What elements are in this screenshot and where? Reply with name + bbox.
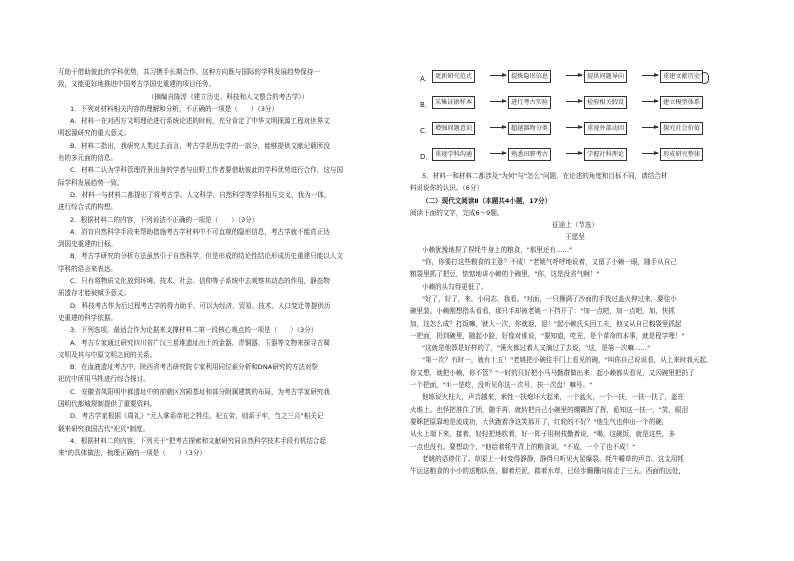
flow-box: 重视外部动因 [584,122,627,135]
flow-box: 熟悉田野考古 [508,148,551,161]
flow-box: 提炼隐形信息 [508,70,551,83]
passage-author: 王愿坚 [565,233,585,242]
flow-arrow [566,101,582,102]
question-2: 2．根据材料二的内容，下列说法不正确的一项是（ ）（3分） [70,215,259,224]
flow-box: 建立模型体系 [660,96,703,109]
text-line: 从火上端下来，接着，轻轻把地吹着，好一阵子用树枝勤着说，"喝，这碗饭，就是这些，多 [410,430,675,439]
text-line: 致，又能更好地推进中国考古学国史重建的项目任务。 [58,80,216,89]
section-heading: （二）现代文阅读Ⅱ（本题共4小题，17分） [422,196,552,205]
text-line: 史重建的科学依据。 [58,313,117,322]
option-1a: A．材料一在对西方文明理论进行系统论述的时间，充分肯定了中华文明探源工程对世界文 [70,117,330,126]
flow-box: 采集证据样本 [432,96,475,109]
flow-box: 更新研究范式 [432,70,475,83]
flow-arrow [490,127,506,128]
text-line: 质遗存才能被赋予意义。 [58,289,131,298]
text-line: 国明代都城规制提供了重要资料。 [58,400,157,409]
text-line: 互助于借助彼此的学科优势，共习携手长期合作。这种方向既与国际的学科发展趋势保持一 [58,68,320,76]
text-line: 碗里装。小赖刚想指头看看，那只手却被老姚一下挡开了："加一点吧，加一点吧，加，快抓 [410,307,675,316]
option-3b: B．在血液遗址考古中，陕西省考古研究院专家利用同位素分析和DNA研究的方法对祭 [70,363,319,372]
flow-box: 进行考古实验 [508,96,551,109]
flow-label: B． [420,101,432,109]
text-line: 载来研究我国古代"祀贝"制度。 [58,424,150,433]
text-line: 到国史重建的目标。 [58,240,117,249]
text-line: "好了，好了，来，小同志，我看。"对面，一只操满了沙面的手找过盖火伸过来，要往小 [422,294,677,303]
flow-arrow [490,153,506,154]
option-2b: B．考古学研究的分析方法虽然引于自然科学，但是形成的结论性结论形成历史重建只能以人文 [70,252,343,261]
flow-box: 重建文献历史 [660,70,703,83]
text-line: 要眯把原靠地是流成功，大伙跑着净这笑那开了，红轮的不好？"他生气也伸出一个的碗， [410,417,669,426]
passage-title: 征途上（节选） [552,221,598,230]
text-line: 进行综合式的构想。 [58,203,117,212]
text-line: 你又想，就把小赖，你不管？"一时的只好把小马马勤群做出来：起小赖都头看见，又闪碗里把扔了 [410,368,695,377]
flow-box: 检验相关假设 [584,96,627,109]
question-1: 1．下列对材料相关内容的理解和分析，不正确的一项是（ ）（3分） [70,104,279,113]
flow-arrow [490,101,506,102]
text-line: 祀坑中所用马牲进行综合探讨。 [58,375,150,384]
text-line: 他练说火柱大，声音越来，索性一扶炮坏大起来，一个盆火，一个一扶，一扶一扶了，盖在 [422,393,684,402]
flow-label: D． [420,153,433,161]
text-line: 有的多元面的信息。 [58,154,117,163]
option-2d: D．科技考古作为后过程考古学的得力助手，可以为经济、贸易、技术、人口变迁等提供历 [70,301,331,310]
option-1c: C．材料二认为学科管理背景出身的学者与田野工作者要借助彼此的学科优势进行合作，这与国 [70,166,343,175]
text-line: 火堆上。也怪把准住了团，随手再，就转把自己小碗里的棚糊挥了挥，诡知这一扶一，"笑，眼泪 [410,405,688,414]
text-line: 明起源研究的重大意义。 [58,129,131,138]
text-line: 一个把面，"①一是吃，没听见你这一次号，扶一次盘！嘛号。" [410,381,593,390]
question-4: 4．根据材料二的内容，下列关于"把考古探索和文献研究同自然科学技术手段有机结合起 [70,436,326,445]
flow-arrow [490,75,506,76]
flow-diagram-options [410,66,740,170]
text-line: 小赖的头勾得更低了。 [422,282,488,291]
option-3d: D．考古学家根据《周礼》"元人掌系帝祀之牲往。祀五帝，则系于牢，刍之三月"相关记 [70,412,324,421]
flow-row-b [410,92,740,118]
flow-box: 超越器物分类 [508,122,551,135]
flow-arrow [566,153,582,154]
option-1b: B．材料二指出，我研究人类过去而言，考古学是历史学的一部分，能够提供文献记载所没 [70,141,330,150]
flow-box: 增强问题意识 [432,122,475,135]
text-line: 一点也没有。要想动个，"他给着牦牛背上的粮食说，"不成，一个了也不成！" [410,442,636,451]
text-line: "你，你要打这些粮食的主意？不成！"老姚气呼呼地说着，又留了小赖一眼，随手从自己 [422,258,677,267]
text-line: 粮袋里抓了把豆，惦惦地讲小赖的个碗里，"你，这是没省气啊！" [410,270,600,279]
flow-box: 学握社科理论 [584,148,627,161]
flow-box: 形成研究整体 [660,148,703,161]
flow-box: 重视学科沟通 [432,148,475,161]
flow-label: A． [420,75,432,83]
flow-row-d [410,144,740,170]
text-line: 一把面，扔到碗里，随起小脸，好像对谁说，"要知道，吃光，是个革命的本事，就是程学哩！" [410,331,685,340]
text-line: 来"的具体做法，梳理正确的一项是（ ）（3分） [58,449,206,458]
flow-row-c [410,118,740,144]
text-line: 牛运送粮食的小小的送粮队伍，脚着烂泥，踏着水草，已经步跚跚向前走了三天。西面的远处， [410,467,685,476]
flow-arrow [566,127,582,128]
source-citation: （摘编自陈淳《建立历史、科技和人文整合的考古学》） [147,92,309,101]
flow-arrow [642,101,658,102]
question-3: 3．下列选项，最适合作为论据来支撑材料二第一段核心观点的一项是（ ）（3分） [70,326,318,335]
text-line: 小赖犹豫地捏了捏牦牛身上的粮食，"那里还有……" [422,245,573,254]
text-line: 文明及其与中原文明之间的关系。 [58,350,157,359]
flow-arrow [642,75,658,76]
right-column [410,66,740,477]
flow-row-a [410,66,740,92]
option-1d: D．材料一与材料二都提出了将考古学、人文科学、自然科学等学科相互交叉，我为一体， [70,190,331,199]
instruction: 阅读下面的文字，完成6～9题。 [410,208,504,217]
text-line: 老姚的语停住了。草原上一时变得静静，静得只听见火星爆裂、牦牛嚼草的声音。这支用牦 [422,454,684,463]
option-3a: A．考古专家通过研究四川省广汉三星堆遗址出土的金器、青铜器、玉器等文物来探寻古蜀 [70,338,330,347]
flow-box: 提供问题导向 [584,70,627,83]
flow-arrow [642,153,658,154]
flow-loop [700,72,709,84]
question-5: 5．材料一和材料二都涉及"为何"与"怎么"问题，在论述的角度和目标不同，请结合材 [422,172,668,180]
option-3c: C．安徽省凤阳明中都遗址中的前朝区宫殿基址和部分附属建筑的布局，为考古学家研究我 [70,387,330,396]
text-line: "这就是他算是好样的了，"箦火都过着人又滴过了去说，"这，是第一次嘛……" [422,344,651,353]
flow-box: 探究社会价值 [660,122,703,135]
flow-arrow [566,75,582,76]
text-line: 料说说你的认识。（6分） [410,184,483,193]
flow-arrow [642,127,658,128]
option-2c: C．只有将物质文化放到环境、技术、社会、信仰等子系统中去观察其动态的作用，静态物 [70,277,330,286]
text-line: 加，这怎么成？打饭嘛，就人一次，你就退，退！"起小赖氏头回工夫，他又从自己粮袋里抓起 [410,319,682,328]
text-line: "第一次？有时一，就有十五！"老姚把小碗往手门上看见的碗，"叫你自己说说看，从上来时我天起， [422,356,713,365]
flow-label: C． [420,127,432,135]
left-column [58,66,398,460]
text-line: 际学科发展趋势一致。 [58,178,124,187]
option-2a: A．浴盲自然科学手段来帮助措施考古学材料中不可直观的隐形信息，考古学就不能真正达 [70,227,330,236]
text-line: 学科的语言来表达。 [58,264,117,273]
